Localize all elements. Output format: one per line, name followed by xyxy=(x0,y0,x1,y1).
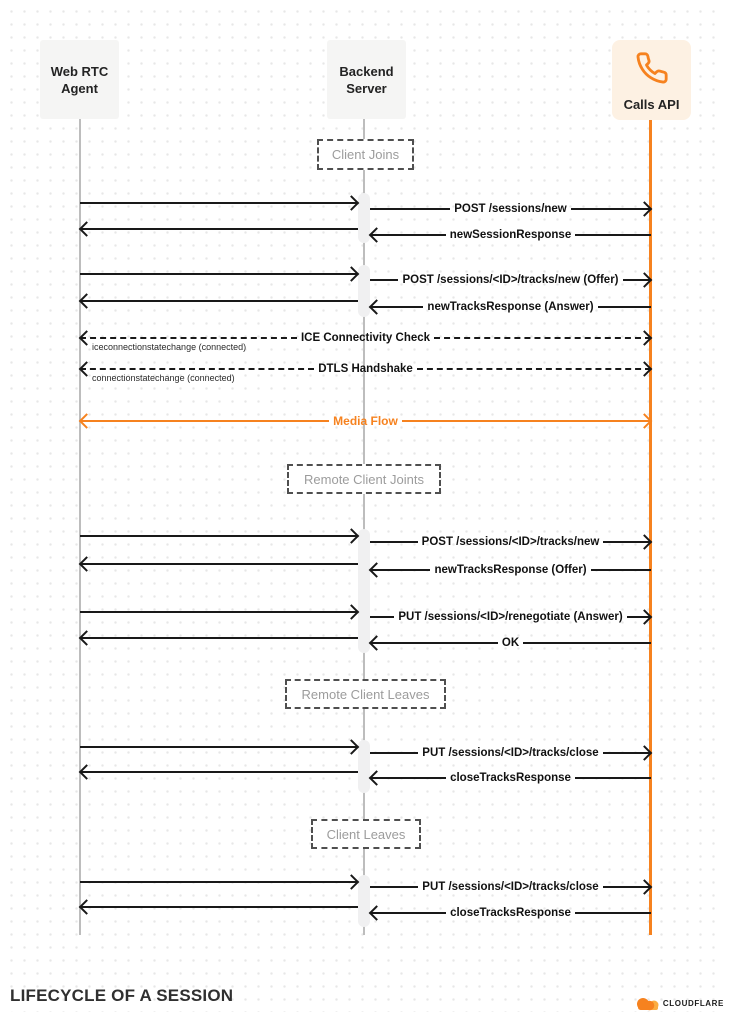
line xyxy=(370,541,418,543)
activation-bar xyxy=(358,529,370,653)
message-label: closeTracksResponse xyxy=(450,772,571,784)
arrow-agent-to-backend xyxy=(80,604,358,620)
message-label: newSessionResponse xyxy=(449,229,572,241)
arrowhead-right-icon xyxy=(637,534,653,550)
group-label: Remote Client Leaves xyxy=(301,686,430,702)
message-label: Media Flow xyxy=(333,414,398,428)
line xyxy=(370,616,394,618)
arrowhead-left-icon xyxy=(369,227,385,243)
line xyxy=(80,881,358,883)
actor-label-line: Backend xyxy=(339,63,394,79)
arrowhead-right-icon xyxy=(637,609,653,625)
arrowhead-right-icon xyxy=(344,739,360,755)
message-label: DTLS Handshake xyxy=(318,363,413,375)
cloudflare-logo xyxy=(634,995,724,1012)
line xyxy=(80,746,358,748)
arrowhead-right-icon xyxy=(637,201,653,217)
arrowhead-left-icon xyxy=(79,764,95,780)
line xyxy=(80,637,358,639)
arrowhead-left-icon xyxy=(369,635,385,651)
message-label: PUT /sessions/<ID>/renegotiate (Answer) xyxy=(398,611,623,623)
arrow-agent-to-backend xyxy=(80,739,358,755)
line xyxy=(80,563,358,565)
arrow-backend-to-agent xyxy=(80,293,358,309)
line xyxy=(370,642,498,644)
message-label: closeTracksResponse xyxy=(450,907,571,919)
line xyxy=(80,906,358,908)
diagram-title: LIFECYCLE OF A SESSION xyxy=(10,986,234,1005)
arrow-agent-to-backend xyxy=(80,266,358,282)
group-label: Remote Client Joints xyxy=(304,471,424,487)
arrowhead-right-icon xyxy=(637,361,653,377)
actor-label-line: Server xyxy=(346,80,387,96)
message-label: ICE Connectivity Check xyxy=(300,332,431,344)
actor-label-line: Calls API xyxy=(623,97,680,112)
arrowhead-right-icon xyxy=(637,879,653,895)
message-post-tracks-new-offer xyxy=(370,272,651,288)
annotation-conn-state: connectionstatechange (connected) xyxy=(92,373,235,383)
activation-bar xyxy=(358,265,370,317)
arrow-backend-to-agent xyxy=(80,556,358,572)
arrowhead-right-icon xyxy=(344,528,360,544)
line xyxy=(80,228,358,230)
line xyxy=(575,234,651,236)
arrow-agent-to-backend xyxy=(80,528,358,544)
line xyxy=(80,300,358,302)
message-new-tracks-response-answer xyxy=(370,299,651,315)
arrow-backend-to-agent xyxy=(80,630,358,646)
message-close-tracks-response xyxy=(370,770,651,786)
line xyxy=(370,279,398,281)
message-new-session-response xyxy=(370,227,651,243)
arrowhead-left-icon xyxy=(369,770,385,786)
message-media-flow xyxy=(80,413,651,429)
message-label: newTracksResponse (Answer) xyxy=(427,301,594,313)
arrowhead-right-icon xyxy=(637,272,653,288)
arrowhead-left-icon xyxy=(79,630,95,646)
group-label: Client Joins xyxy=(331,147,400,162)
arrowhead-right-icon xyxy=(637,330,653,346)
arrowhead-left-icon xyxy=(369,905,385,921)
message-label: newTracksResponse (Offer) xyxy=(434,564,587,576)
group-client-joins xyxy=(317,139,414,170)
arrowhead-right-icon xyxy=(344,266,360,282)
line xyxy=(80,273,358,275)
message-new-tracks-response-offer xyxy=(370,562,651,578)
line xyxy=(370,752,418,754)
activation-bar xyxy=(358,193,370,243)
line xyxy=(434,337,651,339)
actor-calls-api xyxy=(612,40,691,120)
line xyxy=(80,611,358,613)
arrow-agent-to-backend xyxy=(80,195,358,211)
arrowhead-left-icon xyxy=(79,293,95,309)
group-label: Client Leaves xyxy=(326,826,406,842)
message-ok xyxy=(370,635,651,651)
arrowhead-right-icon xyxy=(344,604,360,620)
message-label: OK xyxy=(501,637,520,649)
line xyxy=(598,306,651,308)
arrowhead-left-icon xyxy=(79,413,95,429)
activation-bar xyxy=(358,875,370,927)
arrow-backend-to-agent xyxy=(80,221,358,237)
message-label: POST /sessions/<ID>/tracks/new xyxy=(421,536,600,548)
message-label: POST /sessions/<ID>/tracks/new (Offer) xyxy=(402,274,619,286)
arrowhead-right-icon xyxy=(344,195,360,211)
message-label: PUT /sessions/<ID>/tracks/close xyxy=(422,881,599,893)
group-remote-client-joins xyxy=(287,464,441,494)
line xyxy=(370,208,450,210)
message-put-tracks-close xyxy=(370,745,651,761)
line xyxy=(80,202,358,204)
line xyxy=(80,420,329,422)
arrowhead-right-icon xyxy=(637,413,653,429)
line xyxy=(417,368,651,370)
arrowhead-left-icon xyxy=(79,221,95,237)
line xyxy=(80,368,314,370)
arrowhead-right-icon xyxy=(344,874,360,890)
arrow-agent-to-backend xyxy=(80,874,358,890)
line xyxy=(80,337,297,339)
message-put-renegotiate-answer xyxy=(370,609,651,625)
actor-label-line: Agent xyxy=(61,80,98,96)
line xyxy=(370,886,418,888)
arrowhead-left-icon xyxy=(79,899,95,915)
message-close-tracks-response xyxy=(370,905,651,921)
line xyxy=(402,420,651,422)
actor-web-rtc-agent xyxy=(40,40,119,119)
message-put-tracks-close xyxy=(370,879,651,895)
message-label: POST /sessions/new xyxy=(454,203,567,215)
line xyxy=(575,912,651,914)
cloudflare-cloud-icon xyxy=(634,995,660,1012)
line xyxy=(591,569,651,571)
line xyxy=(80,771,358,773)
arrowhead-left-icon xyxy=(369,299,385,315)
group-client-leaves xyxy=(311,819,421,849)
arrow-backend-to-agent xyxy=(80,764,358,780)
message-post-tracks-new xyxy=(370,534,651,550)
message-post-sessions-new xyxy=(370,201,651,217)
activation-bar xyxy=(358,740,370,793)
line xyxy=(523,642,651,644)
message-label: PUT /sessions/<ID>/tracks/close xyxy=(422,747,599,759)
line xyxy=(80,535,358,537)
cloudflare-wordmark: CLOUDFLARE xyxy=(662,999,724,1008)
arrowhead-right-icon xyxy=(637,745,653,761)
arrow-backend-to-agent xyxy=(80,899,358,915)
actor-backend-server xyxy=(327,40,406,119)
annotation-ice-state: iceconnectionstatechange (connected) xyxy=(92,342,247,352)
actor-label-line: Web RTC xyxy=(50,63,109,79)
group-remote-client-leaves xyxy=(285,679,446,709)
arrowhead-left-icon xyxy=(369,562,385,578)
phone-icon xyxy=(635,51,669,89)
line xyxy=(575,777,651,779)
arrowhead-left-icon xyxy=(79,556,95,572)
lifeline-web-rtc-agent xyxy=(79,119,81,935)
